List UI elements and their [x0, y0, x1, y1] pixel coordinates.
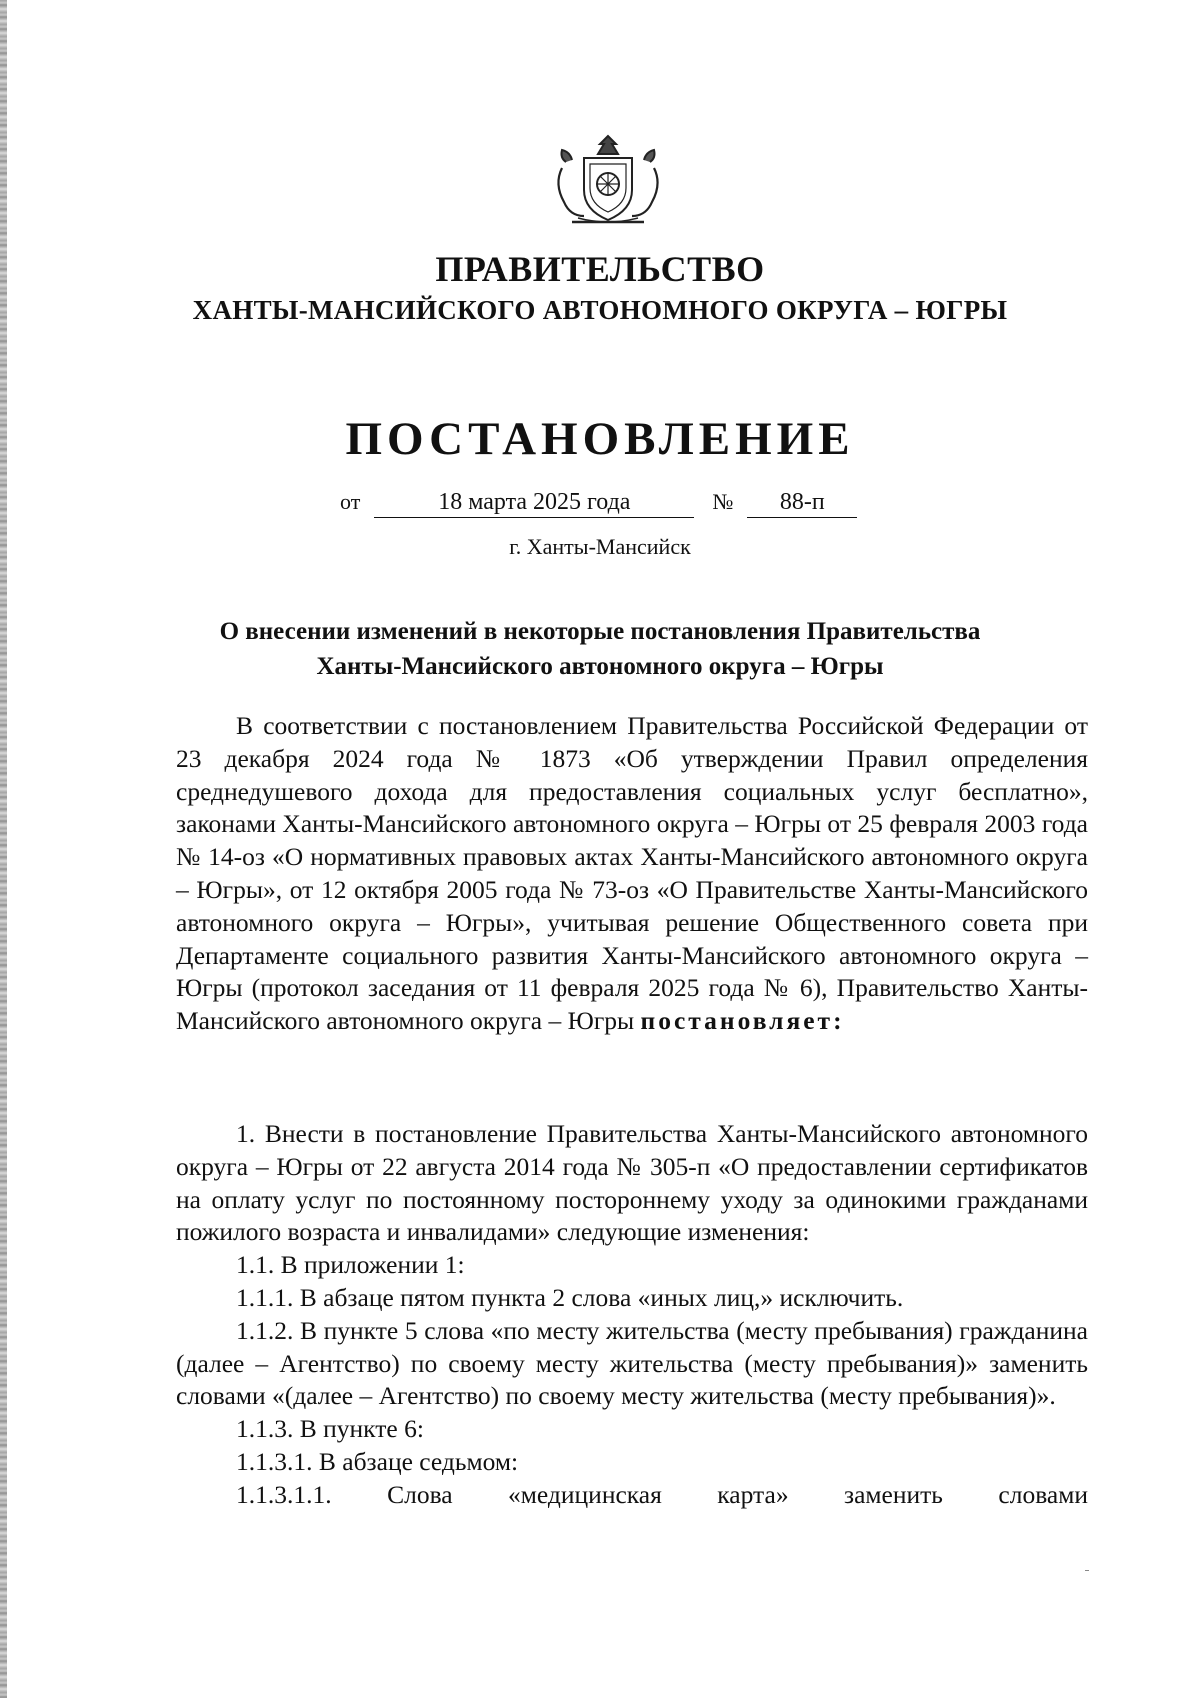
resolution-word: постановляет: — [640, 1006, 845, 1036]
coat-of-arms-icon — [548, 128, 668, 228]
date-number-line — [340, 487, 857, 518]
item-1-1-3-1: 1.1.3.1. В абзаце седьмом: — [236, 1446, 519, 1476]
government-heading: ПРАВИТЕЛЬСТВО — [435, 249, 765, 289]
city-label: г. Ханты-Мансийск — [509, 534, 691, 559]
item-1-1-2: 1.1.2. В пункте 5 слова «по месту жительства (месту пребывания) гражданина (далее – Агентство) по своему месту жительства (месту пребывания)» заменить словами «(далее – Агентство) по своему месту жительства (месту пребывания)». — [176, 1315, 1088, 1411]
title-line-1: О внесении изменений в некоторые постановления Правительства — [219, 618, 981, 645]
item-1-1-3: 1.1.3. В пункте 6: — [236, 1414, 424, 1444]
items-section — [176, 1118, 1088, 1512]
item-1-1-1: 1.1.1. В абзаце пятом пункта 2 слова «иных лиц,» исключить. — [236, 1282, 904, 1312]
item-1: 1. Внести в постановление Правительства Ханты-Мансийского автономного округа – Югры от 22 августа 2014 года № 305-п «О предоставлении сертификатов на оплату услуг по постоянному постороннему уходу за одинокими гражданами пожилого возраста и инвалидами» следующие изменения: — [176, 1119, 1088, 1247]
preamble — [176, 710, 1088, 1038]
preamble-text: В соответствии с постановлением Правительства Российской Федерации от 23 декабря 2024 года № 1873 «Об утверждении Правил определения среднедушевого дохода для предоставления социальных услуг бесплатно», законами Ханты-Мансийского автономного округа – Югры от 25 февраля 2003 года № 14-оз «О нормативных правовых актах Ханты-Мансийского автономного округа – Югры», от 12 октября 2005 года № 73-оз «О Правительстве Ханты-Мансийского автономного округа – Югры», учитывая решение Общественного совета при Департаменте социального развития Ханты-Мансийского автономного округа – Югры (протокол заседания от 11 февраля 2025 года № 6), Правительство Ханты-Мансийского автономного округа – Югры — [176, 711, 1088, 1036]
item-1-1-3-1-1: 1.1.3.1.1. Слова «медицинская карта» заменить словами — [236, 1479, 1088, 1509]
document-number: 88-п — [747, 487, 857, 518]
region-heading: ХАНТЫ-МАНСИЙСКОГО АВТОНОМНОГО ОКРУГА – ЮГРЫ — [192, 295, 1008, 325]
number-sign: № — [712, 489, 734, 514]
item-1-1: 1.1. В приложении 1: — [236, 1250, 465, 1280]
title-line-2: Ханты-Мансийского автономного округа – Югры — [316, 653, 884, 680]
date-prefix: от — [340, 489, 361, 514]
document-title — [0, 614, 1200, 684]
document-type-heading: ПОСТАНОВЛЕНИЕ — [345, 413, 855, 465]
preamble-paragraph — [176, 710, 1088, 1038]
scan-speck — [1085, 1570, 1089, 1571]
document-date: 18 марта 2025 года — [374, 487, 694, 518]
